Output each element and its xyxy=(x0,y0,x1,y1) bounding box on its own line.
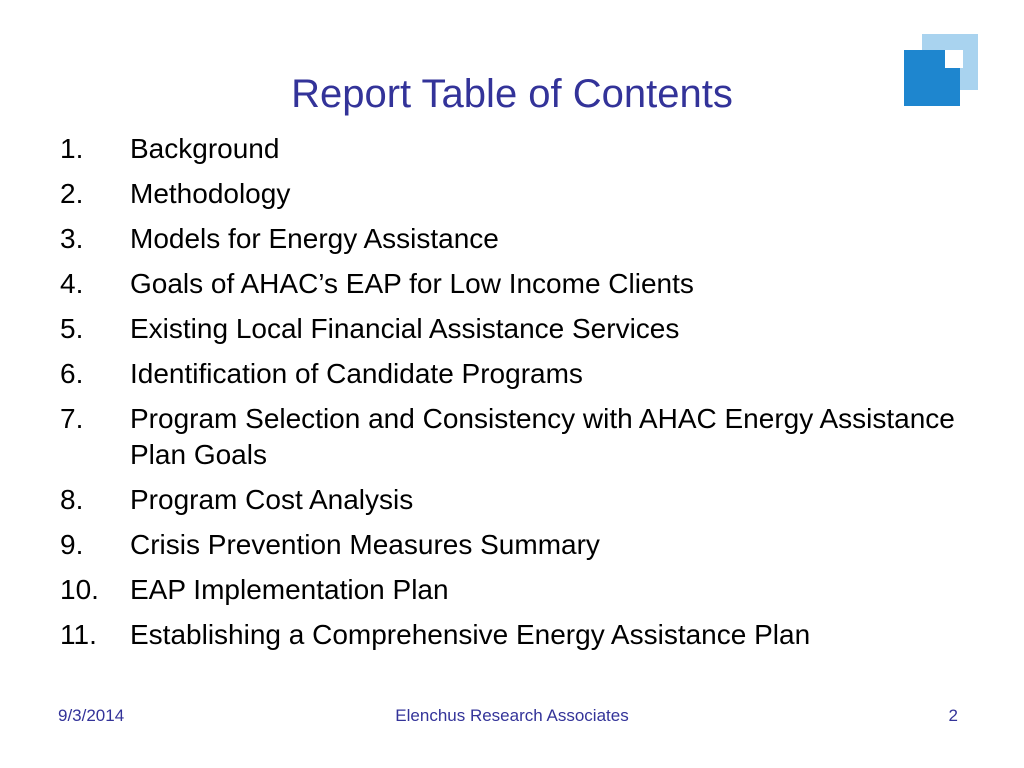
toc-item-text: Goals of AHAC’s EAP for Low Income Clients xyxy=(130,268,694,299)
logo-inner-square xyxy=(945,50,963,68)
toc-item-number: 8. xyxy=(60,484,84,515)
table-of-contents xyxy=(60,131,990,662)
toc-item xyxy=(60,221,990,257)
toc-item xyxy=(60,131,990,167)
toc-item-number: 11. xyxy=(60,619,97,650)
toc-item-number: 2. xyxy=(60,178,84,209)
toc-item-text: Existing Local Financial Assistance Services xyxy=(130,313,680,344)
toc-item xyxy=(60,401,990,473)
toc-item xyxy=(60,482,990,518)
toc-item-text: Program Cost Analysis xyxy=(130,484,414,515)
toc-item xyxy=(60,266,990,302)
toc-item xyxy=(60,527,990,563)
toc-item-text: Models for Energy Assistance xyxy=(130,223,499,254)
slide-title: Report Table of Contents xyxy=(291,72,733,116)
toc-item xyxy=(60,617,990,653)
footer-page-number: 2 xyxy=(948,706,958,725)
toc-item-number: 10. xyxy=(60,574,99,605)
footer-date: 9/3/2014 xyxy=(58,706,125,725)
toc-item-text: Establishing a Comprehensive Energy Assistance Plan xyxy=(130,619,811,650)
toc-item-number: 7. xyxy=(60,403,84,434)
footer-organization: Elenchus Research Associates xyxy=(395,706,629,725)
toc-item xyxy=(60,356,990,392)
toc-item-text: EAP Implementation Plan xyxy=(130,574,449,605)
toc-item xyxy=(60,311,990,347)
toc-item xyxy=(60,572,990,608)
toc-item-text: Methodology xyxy=(130,178,291,209)
toc-item-text: Program Selection and Consistency with AHAC Energy Assistance Plan Goals xyxy=(130,403,955,470)
toc-item xyxy=(60,176,990,212)
toc-item-number: 5. xyxy=(60,313,84,344)
toc-item-number: 3. xyxy=(60,223,84,254)
toc-item-number: 6. xyxy=(60,358,84,389)
toc-item-text: Identification of Candidate Programs xyxy=(130,358,583,389)
toc-item-number: 4. xyxy=(60,268,84,299)
toc-item-number: 1. xyxy=(60,133,84,164)
toc-item-text: Crisis Prevention Measures Summary xyxy=(130,529,600,560)
toc-item-text: Background xyxy=(130,133,280,164)
toc-item-number: 9. xyxy=(60,529,84,560)
